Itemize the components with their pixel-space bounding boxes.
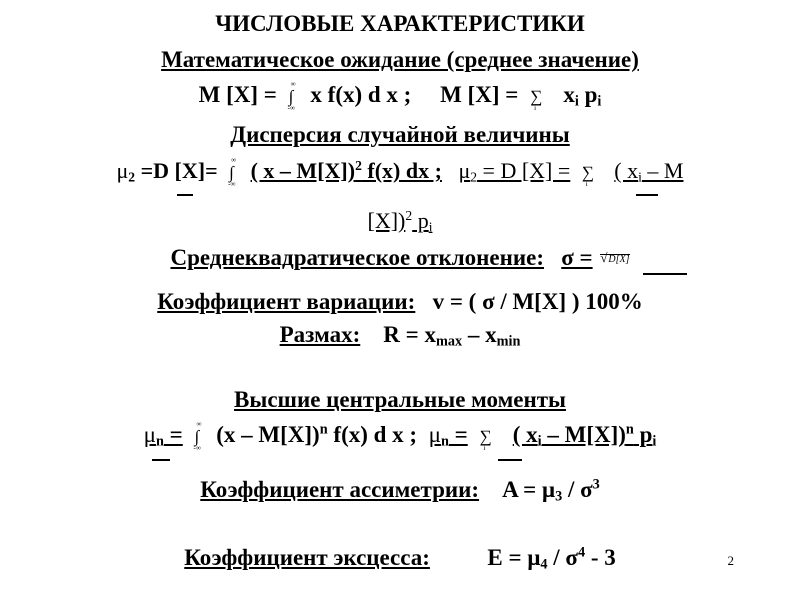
- asymmetry-formula: $A = \mu_3 / \sigma^3$: [502, 476, 600, 505]
- sum-symbol: ∑ i: [479, 426, 492, 452]
- excess-label: Коэффициент эксцесса:: [184, 545, 430, 570]
- variance-discrete-body: ( $x_i$ – M: [614, 158, 684, 185]
- formula-rule: [152, 459, 170, 461]
- variance-lhs: =D [X]=: [135, 158, 218, 184]
- range-line: [0, 322, 800, 350]
- excess-formula: $E = \mu_4 / \sigma^4 - 3$: [487, 544, 616, 573]
- page-number: 2: [727, 553, 734, 568]
- variance-formula-continued: [X])$^2$ $p_i$: [367, 207, 433, 235]
- integral-symbol: ∞ ∫ -∞: [193, 419, 202, 452]
- expectation-heading: Математическое ожидание (среднее значение): [161, 47, 639, 72]
- expectation-formula: M [X] = ∞ ∫ -∞ x f(x) d x ; M [X] = ∑ i $x_i$ $p_i$: [198, 79, 602, 112]
- moments-discrete-body: ( $x_i - M[X])^n$ $p_i$: [512, 421, 657, 450]
- moments-discrete: $\mu_n$ =: [428, 422, 468, 450]
- moments-mu: $\mu_n$ =: [143, 422, 183, 450]
- moments-formula: [0, 419, 800, 452]
- formula-rule: [498, 459, 522, 461]
- range-formula: $R = x_{max} - x_{min}$: [383, 322, 521, 350]
- variance-mu: μ: [116, 158, 129, 184]
- cv-label: Коэффициент вариации:: [157, 289, 416, 314]
- formula-rule: [636, 194, 658, 196]
- cv-line: [0, 290, 800, 313]
- expectation-lhs-discrete: M [X] =: [440, 82, 519, 107]
- integral-symbol: ∞ ∫ -∞: [228, 156, 237, 188]
- variance-heading: Дисперсия случайной величины: [230, 122, 570, 147]
- asymmetry-label: Коэффициент ассиметрии:: [200, 477, 480, 502]
- sqrt-symbol: √ D[X]: [600, 254, 629, 265]
- stddev-label: Среднеквадратическое отклонение:: [170, 245, 544, 270]
- slide-title: ЧИСЛОВЫЕ ХАРАКТЕРИСТИКИ: [215, 11, 585, 36]
- stddev-sigma: σ =: [561, 245, 593, 270]
- asymmetry-line: [0, 476, 800, 505]
- stddev-line: [0, 246, 800, 269]
- expectation-x: x: [563, 82, 575, 107]
- expectation-lhs-continuous: M [X] =: [198, 82, 277, 107]
- formula-rule: [177, 194, 193, 196]
- integral-symbol: ∞ ∫ -∞: [287, 79, 296, 112]
- moments-continuous-body: (x – M[X])$^n$ f(x) d x ;: [216, 421, 418, 447]
- cv-formula: v = ( σ / M[X] ) 100%: [432, 289, 643, 314]
- variance-formula: $\mu_2 =D$ [X]= ∞ ∫ -∞ ( x – M[X])$^2$ f(x) dx ; $\mu_2 = D$ [X] = ∑ i ( $x_i$ – M: [116, 156, 684, 188]
- expectation-continuous-body: x f(x) d x ;: [310, 82, 412, 107]
- range-label: Размах:: [279, 322, 361, 347]
- variance-continuous-body: ( x – M[X])$^2$ f(x) dx ;: [250, 157, 442, 184]
- expectation-p: p: [578, 82, 598, 107]
- sum-symbol: ∑ i: [581, 163, 594, 188]
- moments-heading: Высшие центральные моменты: [234, 387, 566, 412]
- formula-rule: [643, 273, 687, 275]
- excess-line: [0, 544, 800, 573]
- variance-discrete: $\mu_2 = D$ [X] =: [458, 158, 571, 185]
- sum-symbol: ∑ i: [530, 86, 543, 112]
